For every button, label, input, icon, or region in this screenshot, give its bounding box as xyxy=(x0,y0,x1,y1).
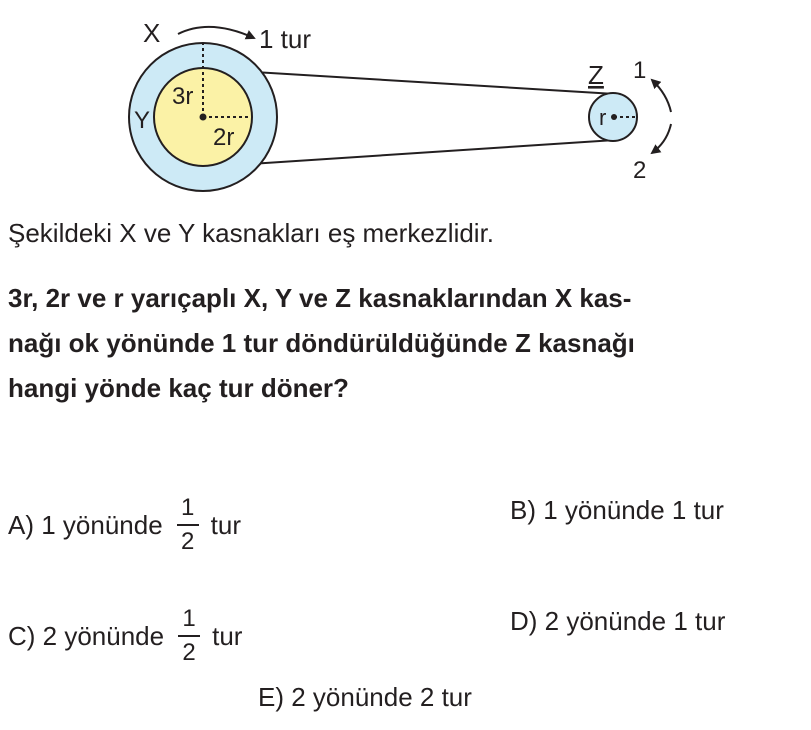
option-c-suffix: tur xyxy=(212,621,243,651)
rotation-arrow xyxy=(178,27,254,38)
label-r: r xyxy=(599,105,607,130)
label-z: Z xyxy=(588,60,604,90)
option-a-denominator: 2 xyxy=(180,528,195,555)
label-direction-1: 1 xyxy=(633,57,647,84)
option-a-numerator: 1 xyxy=(180,494,195,521)
label-y: Y xyxy=(134,107,151,134)
label-2r: 2r xyxy=(213,124,235,151)
option-c-denominator: 2 xyxy=(182,639,196,666)
question-line-2: nağı ok yönünde 1 tur döndürüldüğünde Z kasnağı xyxy=(8,328,635,358)
option-b[interactable] xyxy=(510,495,724,525)
question-line-1: 3r, 2r ve r yarıçaplı X, Y ve Z kasnaklarından X kas- xyxy=(8,283,632,313)
question-text xyxy=(8,276,808,411)
label-3r: 3r xyxy=(172,83,194,110)
fraction-bar xyxy=(178,635,200,637)
label-one-turn: 1 tur xyxy=(259,24,312,54)
option-a-prefix: A) 1 yönünde xyxy=(8,510,163,540)
option-b-text: B) 1 yönünde 1 tur xyxy=(510,495,724,525)
fraction-bar xyxy=(177,524,199,526)
option-c[interactable] xyxy=(8,606,242,666)
direction-arrow-2 xyxy=(652,124,671,153)
pulley-diagram xyxy=(0,0,811,200)
option-d[interactable] xyxy=(510,606,725,636)
option-e-text: E) 2 yönünde 2 tur xyxy=(258,682,472,712)
direction-arrow-1 xyxy=(652,80,671,112)
option-c-fraction xyxy=(178,606,200,666)
option-d-text: D) 2 yönünde 1 tur xyxy=(510,606,726,636)
option-a-fraction xyxy=(177,495,199,555)
label-x: X xyxy=(143,18,161,48)
option-c-prefix: C) 2 yönünde xyxy=(8,621,165,651)
pulley-z-center xyxy=(611,114,617,120)
statement-text: Şekildeki X ve Y kasnakları eş merkezlidir. xyxy=(8,218,495,248)
option-e[interactable] xyxy=(258,682,472,712)
center-dot xyxy=(200,114,207,121)
option-c-numerator: 1 xyxy=(182,605,196,632)
question-line-3: hangi yönde kaç tur döner? xyxy=(8,373,349,403)
option-a[interactable] xyxy=(8,495,241,555)
label-direction-2: 2 xyxy=(633,157,647,184)
option-a-suffix: tur xyxy=(210,510,242,540)
